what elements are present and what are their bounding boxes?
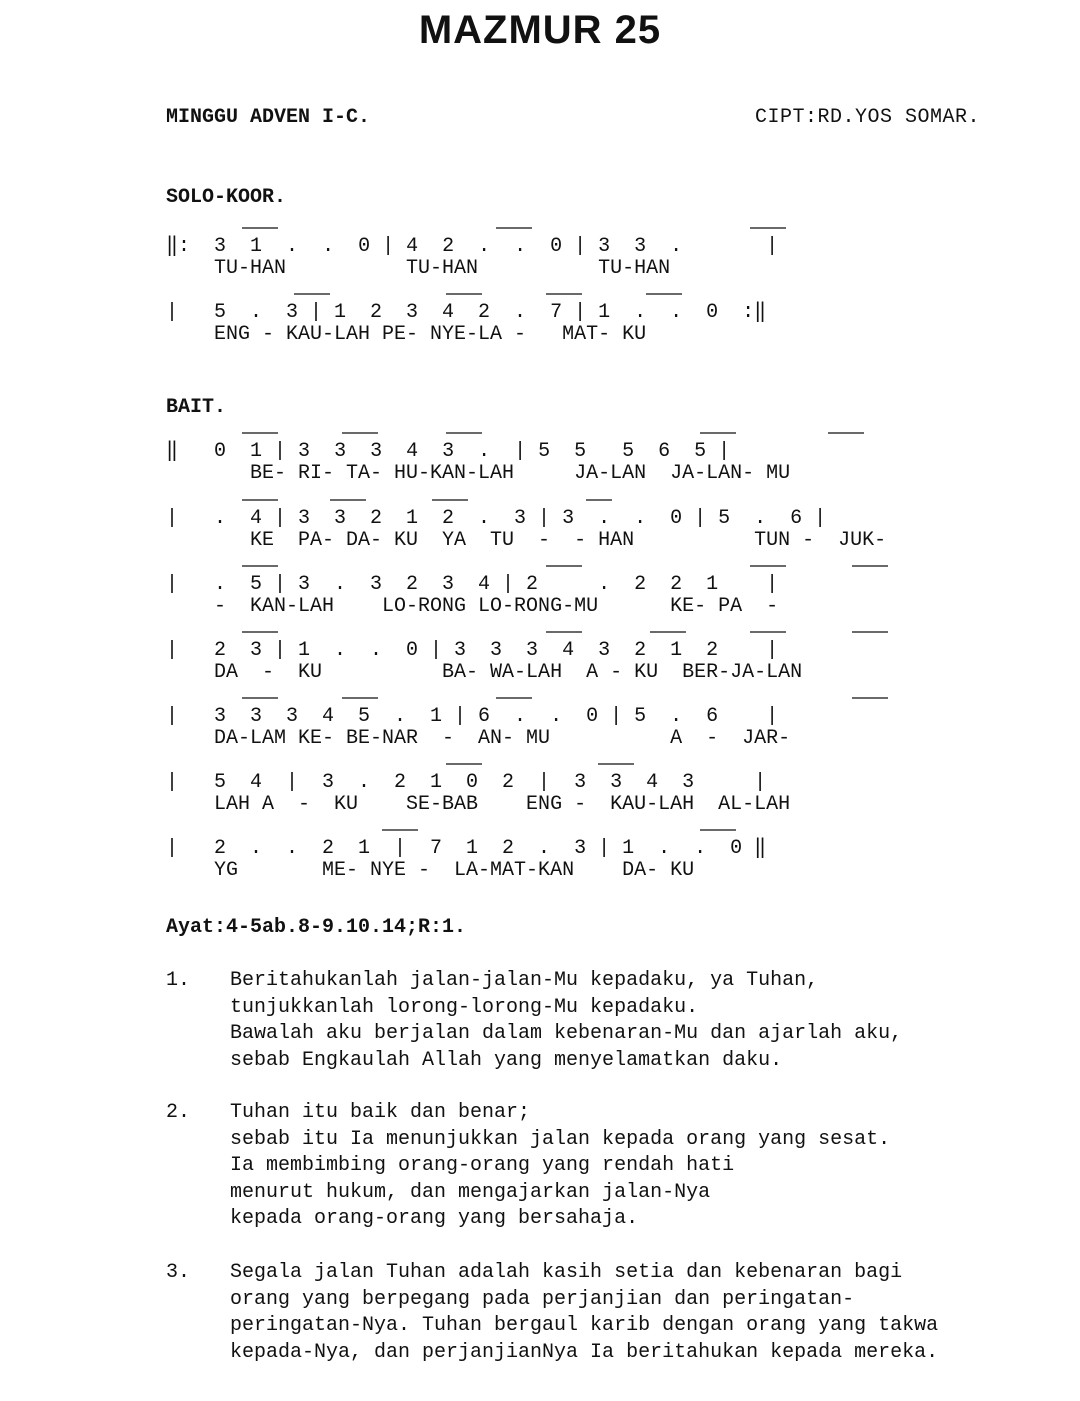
verse-heading: BAIT. (166, 396, 227, 419)
page-title: MAZMUR 25 (418, 8, 662, 52)
verse-number: 3. (166, 1261, 191, 1284)
verse-number: 1. (166, 969, 191, 992)
notation-line: | 5 . 3 | 1 2 3 4 2 . 7 | 1 . . 0 :‖ (166, 301, 767, 324)
psalm-verse-reference: Ayat:4-5ab.8-9.10.14;R:1. (166, 916, 467, 939)
lyric-line: LAH A - KU SE-BAB ENG - KAU-LAH AL-LAH (166, 793, 791, 816)
refrain-heading: SOLO-KOOR. (166, 186, 287, 209)
lyric-line: DA-LAM KE- BE-NAR - AN- MU A - JAR- (166, 727, 791, 750)
lyric-line: TU-HAN TU-HAN TU-HAN (166, 257, 671, 280)
verse-text: Segala jalan Tuhan adalah kasih setia dan kebenaran bagi orang yang berpegang pada perjanjian dan peringatan- peringatan-Nya. Tuhan bergaul karib dengan orang yang takwa kepada-Nya, dan perjanjianNya Ia beritahukan kepada mereka. (230, 1261, 939, 1364)
lyric-line: YG ME- NYE - LA-MAT-KAN DA- KU (166, 859, 695, 882)
verse-number: 2. (166, 1101, 191, 1124)
notation-line: ‖: 3 1 . . 0 | 4 2 . . 0 | 3 3 . | (166, 235, 779, 258)
notation-line: | 3 3 3 4 5 . 1 | 6 . . 0 | 5 . 6 | (166, 705, 779, 728)
lyric-line: KE PA- DA- KU YA TU - - HAN TUN - JUK- (166, 529, 887, 552)
verse-text: Tuhan itu baik dan benar; sebab itu Ia menunjukkan jalan kepada orang yang sesat. Ia membimbing orang-orang yang rendah hati menurut hukum, dan mengajarkan jalan-Nya kepada orang-orang yang bersahaja. (230, 1101, 891, 1231)
notation-line: | 2 3 | 1 . . 0 | 3 3 3 4 3 2 1 2 | (166, 639, 779, 662)
lyric-line: ENG - KAU-LAH PE- NYE-LA - MAT- KU (166, 323, 647, 346)
liturgical-occasion: MINGGU ADVEN I-C. (166, 106, 371, 129)
notation-line: | . 5 | 3 . 3 2 3 4 | 2 . 2 2 1 | (166, 573, 779, 596)
composer-credit: CIPT:RD.YOS SOMAR. (754, 106, 980, 129)
notation-line: | . 4 | 3 3 2 1 2 . 3 | 3 . . 0 | 5 . 6 | (166, 507, 827, 530)
lyric-line: - KAN-LAH LO-RONG LO-RONG-MU KE- PA - (166, 595, 779, 618)
notation-line: | 2 . . 2 1 | 7 1 2 . 3 | 1 . . 0 ‖ (166, 837, 767, 860)
notation-line: ‖ 0 1 | 3 3 3 4 3 . | 5 5 5 6 5 | (166, 440, 731, 463)
lyric-line: BE- RI- TA- HU-KAN-LAH JA-LAN JA-LAN- MU (166, 462, 791, 485)
lyric-line: DA - KU BA- WA-LAH A - KU BER-JA-LAN (166, 661, 803, 684)
verse-text: Beritahukanlah jalan-jalan-Mu kepadaku, ya Tuhan, tunjukkanlah lorong-lorong-Mu kepadaku. Bawalah aku berjalan dalam kebenaran-Mu dan ajarlah aku, sebab Engkaulah Allah yang menyelamatkan daku. (230, 969, 903, 1072)
notation-line: | 5 4 | 3 . 2 1 0 2 | 3 3 4 3 | (166, 771, 767, 794)
